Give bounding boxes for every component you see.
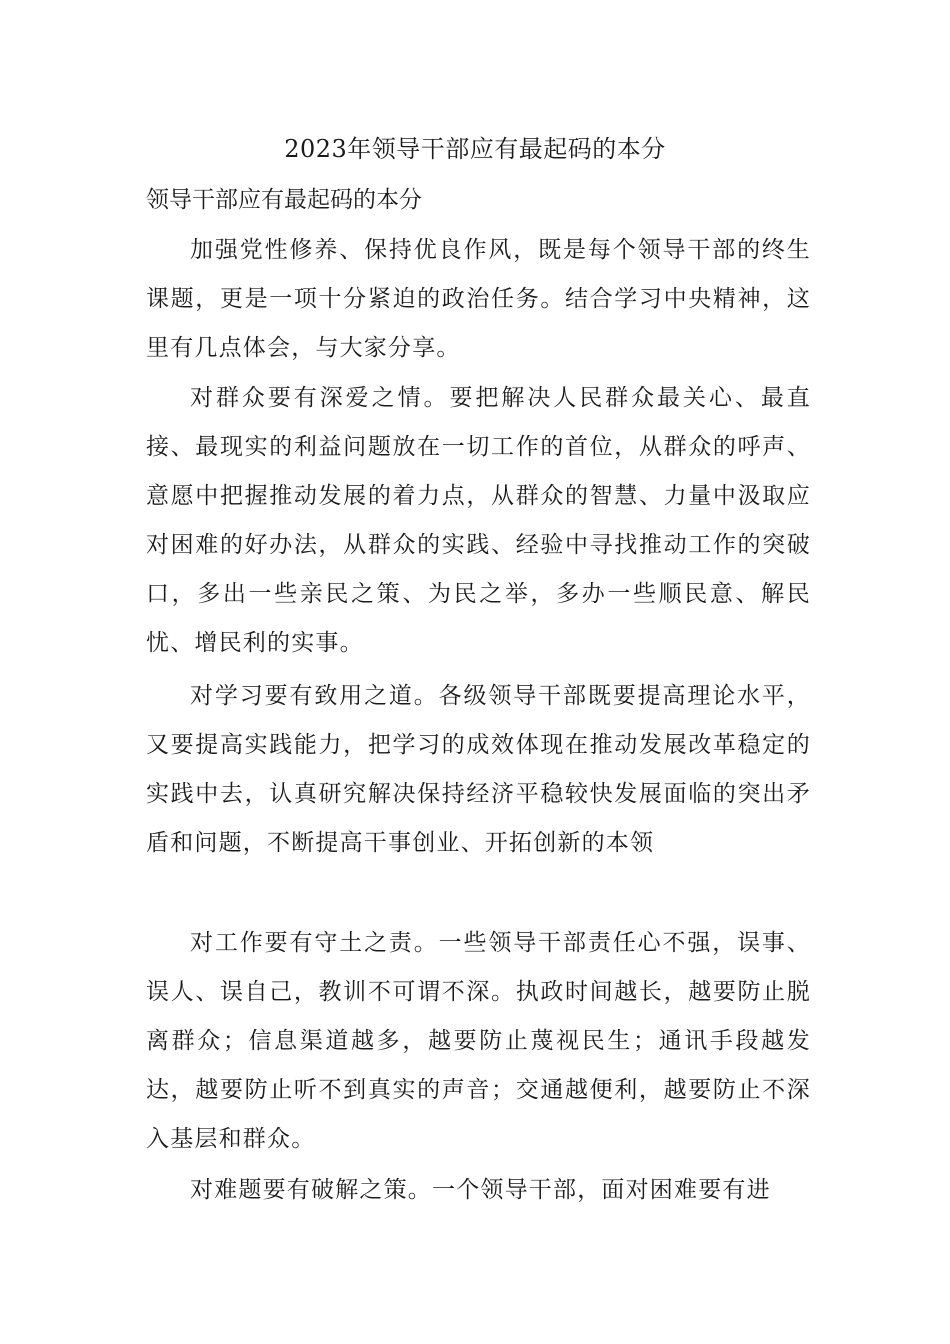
document-title: 2023年领导干部应有最起码的本分 bbox=[284, 135, 666, 163]
paragraph-study: 对学习要有致用之道。各级领导干部既要提高理论水平，又要提高实践能力，把学习的成效体现在推动发展改革稳定的实践中去，认真研究解决保持经济平稳较快发展面临的突出矛盾和问题，不断提高干事创业、开拓创新的本领 bbox=[146, 683, 811, 856]
paragraph-intro: 加强党性修养、保持优良作风，既是每个领导干部的终生课题，更是一项十分紧迫的政治任务。结合学习中央精神，这里有几点体会，与大家分享。 bbox=[146, 237, 811, 361]
paragraph-problems: 对难题要有破解之策。一个领导干部，面对困难要有进 bbox=[190, 1177, 771, 1203]
paragraph-work: 对工作要有守土之责。一些领导干部责任心不强，误事、误人、误自己，教训不可谓不深。执政时间越长，越要防止脱离群众；信息渠道越多，越要防止蔑视民生；通讯手段越发达，越要防止听不到真实的声音；交通越便利，越要防止不深入基层和群众。 bbox=[146, 930, 811, 1152]
document-subtitle: 领导干部应有最起码的本分 bbox=[146, 187, 422, 213]
paragraph-masses: 对群众要有深爱之情。要把解决人民群众最关心、最直接、最现实的利益问题放在一切工作的首位，从群众的呼声、意愿中把握推动发展的着力点，从群众的智慧、力量中汲取应对困难的好办法，从群众的实践、经验中寻找推动工作的突破口，多出一些亲民之策、为民之举，多办一些顺民意、解民忧、增民利的实事。 bbox=[146, 385, 811, 656]
